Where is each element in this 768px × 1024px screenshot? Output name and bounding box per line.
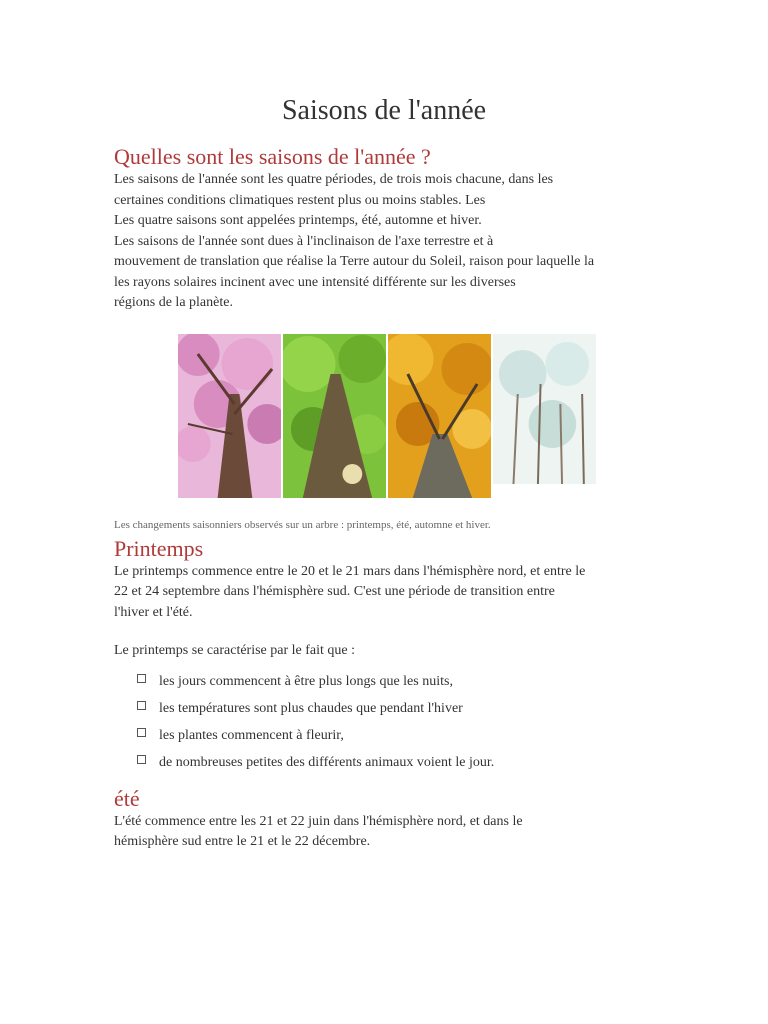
square-bullet-icon: [137, 728, 146, 737]
summer-paragraph: [114, 812, 614, 853]
autumn-tree-panel: [388, 334, 491, 498]
intro-paragraph: [114, 170, 614, 314]
intro-line: les rayons solaires incinent avec une intensité différente sur les diverses: [114, 274, 516, 290]
seasons-tree-image: [178, 334, 596, 498]
document-page: [114, 94, 614, 853]
intro-line: Les saisons de l'année sont les quatre périodes, de trois mois chacune, dans les: [114, 172, 554, 187]
square-bullet-icon: [137, 755, 146, 764]
summer-line: hémisphère sud entre le 21 et le 22 décembre.: [114, 834, 371, 849]
spacer: [114, 623, 614, 641]
intro-line: Les quatre saisons sont appelées printemps, été, automne et hiver.: [114, 213, 482, 228]
list-item: [114, 749, 614, 776]
figure-caption: Les changements saisonniers observés sur un arbre : printemps, été, automne et hiver.: [114, 518, 491, 531]
summer-heading: été: [114, 785, 140, 811]
list-item-text: les plantes commencent à fleurir,: [159, 727, 344, 743]
list-item-text: les jours commencent à être plus longs que les nuits,: [159, 673, 453, 689]
summer-line: L'été commence entre les 21 et 22 juin dans l'hémisphère nord, et dans le: [114, 813, 523, 829]
list-item-text: les températures sont plus chaudes que pendant l'hiver: [159, 700, 463, 716]
summer-tree-icon: [283, 334, 386, 498]
spring-paragraph: [114, 562, 614, 624]
list-item-text: de nombreuses petites des différents animaux voient le jour.: [159, 754, 495, 770]
intro-line: certaines conditions climatiques restent plus ou moins stables. Les: [114, 192, 486, 208]
list-item: [114, 668, 614, 695]
square-bullet-icon: [137, 674, 146, 683]
winter-tree-panel: [493, 334, 596, 498]
spring-intro-line: Le printemps se caractérise par le fait que :: [114, 643, 355, 658]
summer-tree-panel: [283, 334, 386, 498]
winter-tree-icon: [493, 334, 596, 498]
spring-bullet-list: [114, 668, 614, 776]
intro-line: régions de la planète.: [114, 295, 233, 310]
spring-tree-icon: [178, 334, 281, 498]
spring-tree-panel: [178, 334, 281, 498]
list-item: [114, 722, 614, 749]
page-title: Saisons de l'année: [281, 95, 487, 126]
list-item: [114, 695, 614, 722]
spring-line: l'hiver et l'été.: [114, 604, 193, 620]
spring-heading: Printemps: [114, 535, 204, 561]
spring-line: Le printemps commence entre le 20 et le 21 mars dans l'hémisphère nord, et entre le: [114, 563, 586, 579]
autumn-tree-icon: [388, 334, 491, 498]
intro-line: Les saisons de l'année sont dues à l'inclinaison de l'axe terrestre et à: [114, 233, 494, 249]
intro-line: mouvement de translation que réalise la Terre autour du Soleil, raison pour laquelle la: [114, 254, 595, 269]
intro-heading: Quelles sont les saisons de l'année ?: [114, 144, 431, 169]
spring-line: 22 et 24 septembre dans l'hémisphère sud. C'est une période de transition entre: [114, 584, 555, 599]
square-bullet-icon: [137, 701, 146, 710]
